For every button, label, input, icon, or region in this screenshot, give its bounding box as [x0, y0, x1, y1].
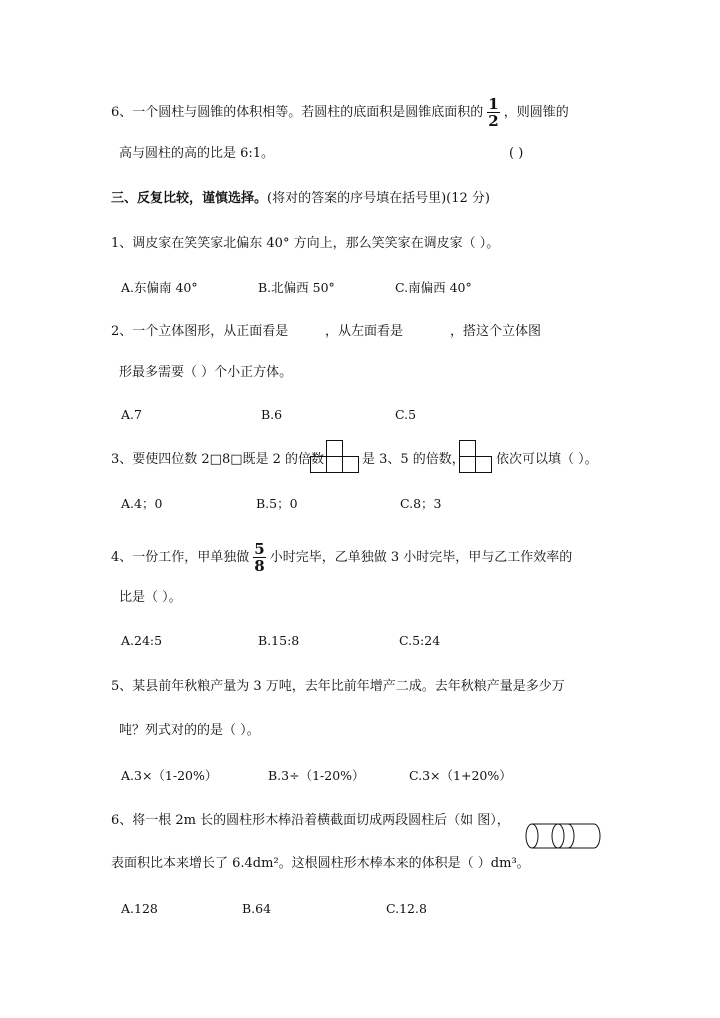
- q4-text-before: 4、一份工作，甲单独做: [111, 550, 250, 565]
- q6-option-c[interactable]: C.12.8: [386, 901, 427, 916]
- q3-option-b[interactable]: B.5；0: [256, 496, 298, 511]
- q3-option-a[interactable]: A.4；0: [121, 496, 163, 511]
- cube-left: [311, 457, 327, 473]
- q5-line2: 吨？列式对的的是（ ）。: [119, 723, 260, 738]
- q5-option-c[interactable]: C.3×（1+20%）: [409, 768, 512, 783]
- fraction-numerator: 5: [254, 540, 265, 558]
- q6-option-a[interactable]: A.128: [121, 901, 158, 916]
- cube-top: [460, 441, 476, 457]
- q3-part1: 3、要使四位数 2□8□既是 2 的倍数: [111, 452, 325, 467]
- q4-option-a[interactable]: A.24:5: [121, 633, 163, 648]
- prev-q6-text-after: ，则圆锥的: [503, 105, 569, 120]
- q2-option-b[interactable]: B.6: [261, 407, 283, 422]
- q4-line2: 比是（ ）。: [119, 590, 182, 605]
- q6-line2: 表面积比本来增长了 6.4dm²。这根圆柱形木棒本来的体积是（ ）dm³。: [111, 856, 530, 871]
- fraction-five-eighths: [253, 541, 265, 574]
- cube-right: [343, 457, 359, 473]
- q6-option-b[interactable]: B.64: [242, 901, 272, 916]
- side-view-figure: [459, 440, 495, 474]
- answer-paren[interactable]: ( ): [509, 146, 524, 161]
- section-title: 三、反复比较，谨慎选择。: [111, 191, 268, 206]
- fraction-numerator: 1: [488, 95, 499, 113]
- cylinder-right-end: [594, 824, 600, 848]
- q1-option-c[interactable]: C.南偏西 40°: [395, 280, 472, 295]
- q2-option-c[interactable]: C.5: [395, 407, 417, 422]
- q4-text-after: 小时完毕，乙单独做 3 小时完毕，甲与乙工作效率的: [269, 550, 573, 565]
- cylinder-left-end: [526, 824, 538, 848]
- cylinder-figure: [524, 819, 602, 853]
- q4-option-b[interactable]: B.15:8: [258, 633, 300, 648]
- q1-option-a[interactable]: A.东偏南 40°: [121, 280, 198, 295]
- q5-option-a[interactable]: A.3×（1-20%）: [121, 768, 218, 783]
- fraction-denominator: 2: [488, 112, 499, 130]
- prev-q6-text-before: 6、一个圆柱与圆锥的体积相等。若圆柱的底面积是圆锥底面积的: [111, 105, 484, 120]
- fraction-one-half: [487, 96, 499, 129]
- q2-line2: 形最多需要（ ）个小正方体。: [119, 365, 293, 380]
- prev-q6-line1: [111, 96, 569, 129]
- q6-line1: 6、将一根 2m 长的圆柱形木棒沿着横截面切成两段圆柱后（如 图），: [111, 813, 510, 828]
- prev-q6-line2: 高与圆柱的高的比是 6:1。: [119, 146, 275, 161]
- cube-bottom-left: [460, 457, 476, 473]
- q3-part2: 是 3、5 的倍数，: [362, 452, 465, 467]
- cube-top: [327, 441, 343, 457]
- cube-bottom-right: [476, 457, 492, 473]
- section-heading: [111, 190, 490, 208]
- q2-option-a[interactable]: A.7: [121, 407, 142, 422]
- q5-option-b[interactable]: B.3÷（1-20%）: [268, 768, 365, 783]
- q1-option-b[interactable]: B.北偏西 50°: [258, 280, 335, 295]
- q3-part3: 依次可以填（ ）。: [496, 452, 598, 467]
- front-view-figure: [310, 440, 362, 474]
- q2-part2: ，从左面看是: [325, 324, 404, 339]
- cube-middle: [327, 457, 343, 473]
- q2-part1: 2、一个立体图形，从正面看是: [111, 324, 289, 339]
- cut-section-right: [568, 824, 574, 848]
- q4-line1: [111, 541, 572, 574]
- q5-line1: 5、某县前年秋粮产量为 3 万吨，去年比前年增产二成。去年秋粮产量是多少万: [111, 679, 565, 694]
- q2-part3: ，搭这个立体图: [450, 324, 542, 339]
- q4-option-c[interactable]: C.5:24: [399, 633, 441, 648]
- section-note: (将对的答案的序号填在括号里)(12 分): [267, 191, 490, 206]
- fraction-denominator: 8: [254, 557, 265, 575]
- cut-section-left: [552, 824, 564, 848]
- q1-text: 1、调皮家在笑笑家北偏东 40° 方向上，那么笑笑家在调皮家（ ）。: [111, 236, 500, 251]
- q3-option-c[interactable]: C.8；3: [400, 496, 442, 511]
